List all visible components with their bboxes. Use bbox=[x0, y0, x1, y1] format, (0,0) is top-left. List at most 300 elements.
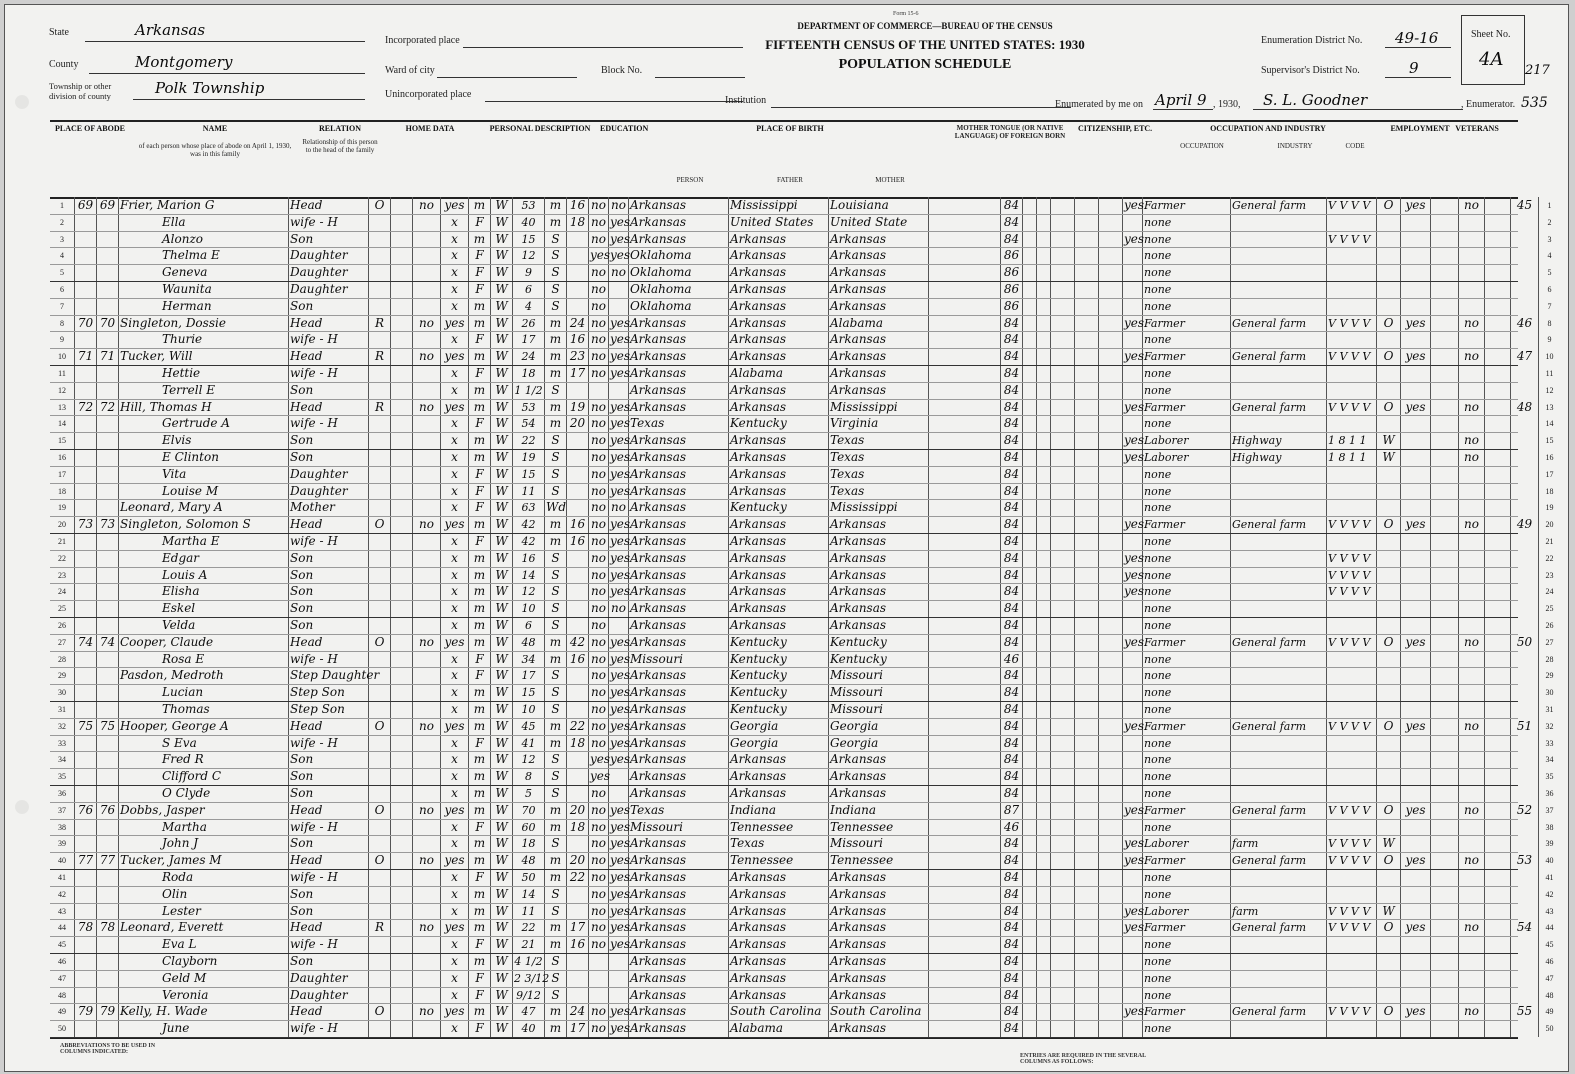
veteran: no bbox=[1464, 399, 1479, 414]
birthplace-mother: Tennessee bbox=[830, 819, 894, 834]
marital-status: S bbox=[551, 298, 560, 313]
birthplace-person: Arkansas bbox=[630, 399, 687, 414]
sex: F bbox=[475, 332, 484, 347]
race: W bbox=[495, 853, 508, 868]
farm-schedule: 50 bbox=[1516, 634, 1533, 649]
relation: Son bbox=[290, 550, 314, 565]
occupation-code: V V V V bbox=[1328, 518, 1371, 532]
employed: yes bbox=[1405, 399, 1426, 414]
can-read-write: yes bbox=[610, 466, 631, 481]
can-read-write: yes bbox=[610, 819, 631, 834]
table-row bbox=[50, 936, 1554, 954]
table-row bbox=[50, 886, 1554, 904]
attended-school: no bbox=[591, 836, 606, 851]
birthplace-father: Arkansas bbox=[730, 618, 787, 632]
attended-school: no bbox=[591, 903, 606, 918]
birthplace-mother: Louisiana bbox=[830, 198, 889, 212]
industry: farm bbox=[1232, 837, 1259, 851]
relation: Daughter bbox=[290, 466, 348, 481]
ed-label: Enumeration District No. bbox=[1261, 35, 1363, 46]
person-name: Terrell E bbox=[162, 382, 215, 397]
line-number: 19 bbox=[58, 503, 66, 513]
person-name: Vita bbox=[162, 466, 187, 481]
attended-school: no bbox=[591, 668, 606, 683]
tongue-code: 84 bbox=[1003, 702, 1020, 716]
line-number: 34 bbox=[58, 755, 66, 765]
marital-status: m bbox=[549, 517, 562, 532]
dwelling-number: 72 bbox=[77, 399, 94, 414]
birthplace-mother: Missouri bbox=[830, 668, 883, 683]
age: 17 bbox=[521, 669, 536, 683]
table-row bbox=[50, 617, 1554, 635]
marital-status: S bbox=[551, 886, 560, 901]
line-number: 1 bbox=[60, 201, 64, 210]
can-read-write: yes bbox=[610, 550, 631, 565]
relation: Son bbox=[290, 567, 314, 582]
farm-residence: x bbox=[451, 450, 458, 464]
birthplace-father: Arkansas bbox=[730, 987, 787, 1002]
line-number: 5 bbox=[60, 268, 64, 278]
marital-status: m bbox=[549, 366, 562, 380]
age: 9 bbox=[525, 266, 532, 280]
tongue-code: 84 bbox=[1003, 634, 1020, 649]
employed: yes bbox=[1405, 1004, 1426, 1019]
enumerated-date: April 9 bbox=[1155, 91, 1207, 109]
table-row bbox=[50, 1003, 1554, 1021]
birthplace-mother: Texas bbox=[830, 450, 865, 464]
race: W bbox=[495, 282, 508, 296]
dwelling-number: 71 bbox=[77, 349, 94, 364]
farm-residence: x bbox=[451, 601, 458, 616]
birthplace-mother: Georgia bbox=[830, 718, 879, 733]
sex: m bbox=[473, 315, 486, 330]
race: W bbox=[495, 836, 508, 851]
can-read-write: yes bbox=[610, 399, 631, 414]
farm-schedule: 46 bbox=[1516, 315, 1533, 330]
line-number-right: 9 bbox=[1547, 335, 1552, 345]
can-read-write: yes bbox=[610, 1004, 631, 1019]
veteran: no bbox=[1464, 920, 1479, 935]
attended-school: no bbox=[591, 634, 606, 649]
column-divider bbox=[1538, 197, 1539, 1037]
tongue-code: 84 bbox=[1003, 450, 1020, 464]
census-title: FIFTEENTH CENSUS OF THE UNITED STATES: 1930 bbox=[765, 37, 1085, 52]
line-number: 3 bbox=[60, 234, 64, 244]
race: W bbox=[495, 1021, 508, 1036]
age: 42 bbox=[521, 518, 536, 532]
marital-status: m bbox=[549, 718, 562, 733]
gainful-worker: yes bbox=[1124, 315, 1145, 330]
line-number-right: 17 bbox=[1545, 469, 1554, 479]
line-number: 16 bbox=[58, 453, 66, 462]
table-row bbox=[50, 785, 1554, 803]
birthplace-mother: Texas bbox=[830, 483, 865, 498]
farm-residence: x bbox=[451, 1021, 458, 1036]
class-of-worker: W bbox=[1382, 836, 1395, 851]
sd-value: 9 bbox=[1409, 59, 1419, 77]
birthplace-person: Arkansas bbox=[630, 685, 687, 700]
race: W bbox=[495, 903, 508, 918]
marital-status: S bbox=[551, 248, 560, 263]
birthplace-father: Arkansas bbox=[730, 282, 787, 296]
attended-school: no bbox=[591, 517, 606, 532]
age-at-marriage: 20 bbox=[569, 416, 586, 431]
veteran: no bbox=[1464, 450, 1479, 464]
relation: Son bbox=[290, 836, 314, 851]
marital-status: S bbox=[551, 231, 560, 246]
birthplace-person: Arkansas bbox=[630, 517, 687, 532]
gainful-worker: yes bbox=[1124, 517, 1145, 532]
farm-residence: x bbox=[451, 282, 458, 296]
birthplace-mother: Arkansas bbox=[830, 870, 887, 884]
line-number: 45 bbox=[58, 940, 66, 950]
gainful-worker: yes bbox=[1124, 920, 1145, 935]
dwelling-number: 78 bbox=[77, 920, 94, 935]
line-number: 15 bbox=[58, 436, 66, 446]
marital-status: S bbox=[551, 483, 560, 498]
group-citizenship: CITIZENSHIP, ETC. bbox=[1078, 124, 1153, 133]
birthplace-person: Oklahoma bbox=[630, 282, 692, 296]
relation: Son bbox=[290, 450, 314, 464]
tongue-code: 84 bbox=[1003, 752, 1020, 767]
farm-residence: x bbox=[451, 987, 458, 1002]
relation: Head bbox=[290, 718, 323, 733]
attended-school: no bbox=[591, 802, 606, 817]
race: W bbox=[495, 416, 508, 431]
marital-status: S bbox=[551, 685, 560, 700]
gainful-worker: yes bbox=[1124, 836, 1145, 851]
race: W bbox=[495, 466, 508, 481]
can-read-write: yes bbox=[610, 802, 631, 817]
person-name: Singleton, Dossie bbox=[120, 315, 226, 330]
dwelling-number: 79 bbox=[77, 1004, 94, 1019]
attended-school: no bbox=[591, 702, 606, 716]
line-number-right: 47 bbox=[1545, 973, 1554, 983]
tongue-code: 84 bbox=[1003, 1004, 1020, 1019]
person-name: S Eva bbox=[162, 735, 197, 750]
tongue-code: 84 bbox=[1003, 483, 1020, 498]
table-row bbox=[50, 651, 1554, 669]
occupation: Farmer bbox=[1144, 921, 1185, 935]
line-number-right: 12 bbox=[1545, 385, 1554, 395]
birthplace-person: Arkansas bbox=[630, 433, 687, 448]
occupation: none bbox=[1144, 703, 1172, 716]
birthplace-person: Arkansas bbox=[630, 752, 687, 767]
line-number: 6 bbox=[60, 285, 64, 294]
table-row bbox=[50, 331, 1552, 349]
can-read-write: yes bbox=[610, 886, 631, 901]
birth-father: FATHER bbox=[777, 176, 803, 184]
relation: Son bbox=[290, 382, 314, 397]
home-tenure: O bbox=[374, 517, 385, 532]
birthplace-mother: Arkansas bbox=[830, 382, 887, 397]
line-number-right: 27 bbox=[1545, 637, 1554, 647]
relation: Daughter bbox=[290, 483, 348, 498]
relation: Son bbox=[290, 298, 314, 313]
farm-residence: x bbox=[451, 483, 458, 498]
relation: Step Son bbox=[290, 702, 345, 716]
occupation-code: V V V V bbox=[1328, 719, 1371, 733]
birthplace-person: Arkansas bbox=[630, 954, 687, 968]
farm-residence: x bbox=[451, 214, 458, 229]
sex: m bbox=[473, 349, 486, 364]
occupation: Farmer bbox=[1144, 1005, 1185, 1019]
marital-status: m bbox=[549, 870, 562, 884]
age-at-marriage: 20 bbox=[569, 853, 586, 868]
person-name: Hill, Thomas H bbox=[120, 399, 212, 414]
group-education: EDUCATION bbox=[600, 124, 649, 133]
birthplace-person: Arkansas bbox=[630, 450, 687, 464]
sheet-label: Sheet No. bbox=[1471, 29, 1511, 40]
marital-status: m bbox=[549, 853, 562, 868]
sex: F bbox=[475, 870, 484, 884]
tongue-code: 84 bbox=[1003, 315, 1020, 330]
family-number: 74 bbox=[99, 634, 116, 649]
line-number: 37 bbox=[58, 805, 66, 815]
birthplace-mother: Arkansas bbox=[830, 886, 887, 901]
table-row bbox=[50, 214, 1552, 232]
tongue-code: 84 bbox=[1003, 920, 1020, 935]
age: 8 bbox=[525, 770, 532, 784]
relation: wife - H bbox=[290, 366, 338, 380]
farm-residence: yes bbox=[444, 399, 465, 414]
birthplace-mother: Arkansas bbox=[830, 937, 887, 952]
sex: m bbox=[473, 836, 486, 851]
person-name: Martha bbox=[162, 819, 207, 834]
person-name: Louise M bbox=[162, 483, 219, 498]
marital-status: S bbox=[551, 450, 560, 464]
relation: Son bbox=[290, 954, 314, 968]
age: 48 bbox=[521, 854, 536, 868]
farm-residence: x bbox=[451, 265, 458, 280]
birthplace-person: Arkansas bbox=[630, 1021, 687, 1036]
age: 14 bbox=[521, 887, 536, 901]
unincorporated-label: Unincorporated place bbox=[385, 89, 472, 100]
tongue-code: 87 bbox=[1003, 802, 1020, 817]
marital-status: S bbox=[551, 702, 560, 716]
attended-school: no bbox=[591, 584, 606, 599]
institution-label: Institution bbox=[725, 95, 767, 106]
group-relation: RELATION bbox=[318, 124, 362, 133]
tongue-code: 84 bbox=[1003, 618, 1020, 632]
marital-status: S bbox=[551, 970, 560, 985]
birthplace-mother: Arkansas bbox=[830, 567, 887, 582]
table-row bbox=[50, 466, 1554, 484]
occupation: none bbox=[1144, 770, 1172, 784]
marital-status: S bbox=[551, 433, 560, 448]
home-tenure: O bbox=[374, 853, 385, 868]
line-number-right: 23 bbox=[1545, 570, 1554, 580]
occupation: none bbox=[1144, 938, 1172, 952]
person-name: Eva L bbox=[162, 937, 197, 952]
sex: F bbox=[475, 248, 484, 263]
person-name: O Clyde bbox=[162, 786, 211, 800]
person-name: Gertrude A bbox=[162, 416, 230, 431]
birthplace-father: Kentucky bbox=[730, 702, 787, 716]
group-abode: PLACE OF ABODE bbox=[55, 124, 125, 133]
table-row bbox=[50, 735, 1554, 753]
birthplace-father: Arkansas bbox=[730, 886, 787, 901]
marital-status: S bbox=[551, 567, 560, 582]
attended-school: no bbox=[591, 735, 606, 750]
birthplace-person: Arkansas bbox=[630, 836, 687, 851]
birthplace-father: Kentucky bbox=[730, 500, 787, 515]
occupation-code: V V V V bbox=[1328, 854, 1371, 868]
race: W bbox=[495, 937, 508, 952]
birthplace-mother: South Carolina bbox=[830, 1004, 922, 1019]
can-read-write: no bbox=[611, 198, 626, 212]
line-number-right: 4 bbox=[1547, 251, 1552, 261]
occupation: none bbox=[1144, 1022, 1172, 1036]
schedule-title: POPULATION SCHEDULE bbox=[838, 57, 1012, 72]
industry: Highway bbox=[1232, 451, 1282, 464]
sex: F bbox=[475, 937, 484, 952]
line-number-right: 8 bbox=[1547, 318, 1552, 328]
line-number: 28 bbox=[58, 654, 66, 664]
sex: F bbox=[475, 668, 484, 683]
marital-status: S bbox=[551, 903, 560, 918]
table-row bbox=[50, 852, 1554, 870]
table-row bbox=[50, 315, 1552, 333]
line-number: 46 bbox=[58, 957, 66, 966]
table-row bbox=[50, 600, 1554, 618]
tongue-code: 84 bbox=[1003, 433, 1020, 448]
industry: General farm bbox=[1232, 635, 1307, 649]
relation: Step Son bbox=[290, 685, 345, 700]
group-employment: EMPLOYMENT bbox=[1390, 124, 1450, 133]
sex: m bbox=[473, 298, 486, 313]
attended-school: no bbox=[591, 920, 606, 935]
farm-residence: x bbox=[451, 618, 458, 632]
census-sheet bbox=[4, 4, 1569, 1072]
dwelling-number: 76 bbox=[77, 802, 94, 817]
industry: Highway bbox=[1232, 434, 1282, 448]
race: W bbox=[495, 248, 508, 263]
occupation-code: V V V V bbox=[1328, 568, 1371, 582]
table-row bbox=[50, 802, 1554, 820]
age: 4 bbox=[525, 299, 532, 313]
birthplace-person: Arkansas bbox=[630, 483, 687, 498]
tongue-code: 84 bbox=[1003, 332, 1020, 347]
line-number: 40 bbox=[58, 856, 66, 866]
person-name: Veronia bbox=[162, 987, 209, 1002]
line-number-right: 43 bbox=[1545, 906, 1554, 916]
veteran: no bbox=[1464, 802, 1479, 817]
radio-set: no bbox=[419, 802, 434, 817]
table-row bbox=[50, 835, 1554, 853]
tongue-code: 84 bbox=[1003, 836, 1020, 851]
employed: yes bbox=[1405, 198, 1426, 212]
table-row bbox=[50, 348, 1554, 366]
relation: Son bbox=[290, 618, 314, 632]
occupation-code: V V V V bbox=[1328, 635, 1371, 649]
gainful-worker: yes bbox=[1124, 903, 1145, 918]
age: 63 bbox=[521, 501, 536, 515]
birthplace-father: Georgia bbox=[730, 718, 779, 733]
class-of-worker: O bbox=[1383, 853, 1394, 868]
table-row bbox=[50, 533, 1554, 551]
line-number: 31 bbox=[58, 705, 66, 714]
block-label: Block No. bbox=[601, 65, 643, 76]
occupation: none bbox=[1144, 820, 1172, 834]
farm-schedule: 54 bbox=[1516, 920, 1533, 935]
age-at-marriage: 23 bbox=[569, 349, 586, 364]
attended-school: no bbox=[591, 231, 606, 246]
line-number-right: 24 bbox=[1545, 587, 1554, 597]
can-read-write: yes bbox=[610, 685, 631, 700]
age-at-marriage: 18 bbox=[569, 819, 586, 834]
sex: m bbox=[473, 382, 486, 397]
person-name: Leonard, Mary A bbox=[120, 500, 223, 515]
marital-status: m bbox=[549, 349, 562, 364]
race: W bbox=[495, 366, 508, 380]
age: 19 bbox=[521, 451, 536, 464]
birthplace-father: Arkansas bbox=[730, 567, 787, 582]
occupation: Farmer bbox=[1144, 518, 1185, 532]
person-name: Lester bbox=[162, 903, 201, 918]
relation: Son bbox=[290, 886, 314, 901]
sex: m bbox=[473, 685, 486, 700]
tongue-code: 84 bbox=[1003, 550, 1020, 565]
class-of-worker: W bbox=[1382, 450, 1395, 464]
farm-residence: x bbox=[451, 735, 458, 750]
birthplace-person: Arkansas bbox=[630, 534, 687, 548]
farm-schedule: 51 bbox=[1516, 718, 1533, 733]
sex: m bbox=[473, 802, 486, 817]
line-number: 42 bbox=[58, 889, 66, 899]
can-read-write: yes bbox=[610, 702, 631, 716]
industry: General farm bbox=[1232, 921, 1307, 935]
person-name: Elisha bbox=[162, 584, 200, 599]
sex: F bbox=[475, 466, 484, 481]
line-number: 26 bbox=[58, 621, 66, 630]
employed: yes bbox=[1405, 634, 1426, 649]
class-of-worker: O bbox=[1383, 634, 1394, 649]
age: 47 bbox=[521, 1005, 536, 1019]
occupation-code: V V V V bbox=[1328, 199, 1371, 212]
marital-status: m bbox=[549, 819, 562, 834]
birthplace-mother: Arkansas bbox=[830, 534, 887, 548]
birthplace-father: Arkansas bbox=[730, 903, 787, 918]
line-number: 50 bbox=[58, 1024, 66, 1034]
occupation: Farmer bbox=[1144, 400, 1185, 414]
race: W bbox=[495, 550, 508, 565]
class-of-worker: O bbox=[1383, 920, 1394, 935]
relation: Head bbox=[290, 802, 323, 817]
line-number: 9 bbox=[60, 335, 64, 345]
occupation: none bbox=[1144, 215, 1172, 229]
can-read-write: yes bbox=[610, 853, 631, 868]
attended-school: no bbox=[591, 853, 606, 868]
person-name: Louis A bbox=[162, 567, 208, 582]
table-row bbox=[50, 382, 1554, 400]
veteran: no bbox=[1464, 315, 1479, 330]
attended-school: no bbox=[591, 466, 606, 481]
age: 10 bbox=[521, 602, 536, 616]
tongue-code: 84 bbox=[1003, 954, 1020, 968]
can-read-write: yes bbox=[610, 483, 631, 498]
age: 6 bbox=[525, 283, 532, 296]
age: 4 1/2 bbox=[514, 955, 543, 968]
can-read-write: yes bbox=[610, 567, 631, 582]
farm-residence: yes bbox=[444, 802, 465, 817]
line-number-right: 10 bbox=[1545, 352, 1554, 362]
sex: m bbox=[473, 450, 486, 464]
relation: Head bbox=[290, 920, 323, 935]
race: W bbox=[495, 819, 508, 834]
occupation: none bbox=[1144, 988, 1172, 1002]
birthplace-person: Arkansas bbox=[630, 382, 687, 397]
